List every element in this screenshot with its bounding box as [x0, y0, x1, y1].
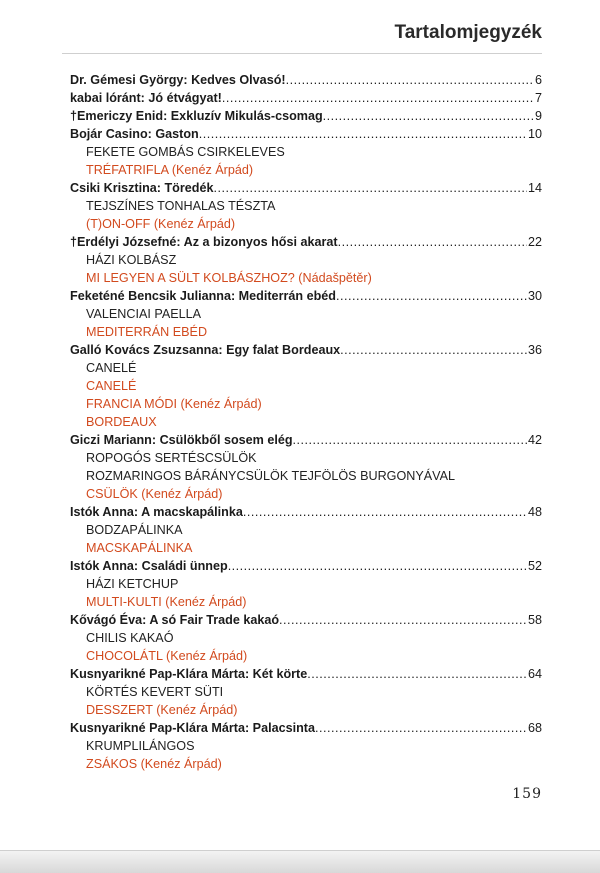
- toc-note-item: FRANCIA MÓDI (Kenéz Árpád): [86, 397, 262, 411]
- toc-recipe-item: CANELÉ: [86, 361, 137, 375]
- toc-dot-leader: [293, 431, 527, 449]
- toc-dot-leader: [286, 71, 534, 89]
- toc-note-item: MI LEGYEN A SÜLT KOLBÁSZHOZ? (Nádašpětěr): [86, 271, 372, 285]
- toc-dot-leader: [213, 179, 527, 197]
- toc-dot-leader: [199, 125, 527, 143]
- toc-dot-leader: [243, 503, 527, 521]
- title-divider: [62, 53, 542, 54]
- toc-entry: [70, 179, 542, 197]
- toc-note-item: MEDITERRÁN EBÉD: [86, 325, 208, 339]
- toc-entry-page: 7: [534, 91, 542, 105]
- toc-entry-title: kabai lóránt: Jó étvágyat!: [70, 91, 222, 105]
- toc-entry-page: 64: [527, 667, 542, 681]
- toc-entry-page: 68: [527, 721, 542, 735]
- toc-note-item: MULTI-KULTI (Kenéz Árpád): [86, 595, 247, 609]
- toc-recipe-item: TEJSZÍNES TONHALAS TÉSZTA: [86, 199, 276, 213]
- toc-dot-leader: [279, 611, 527, 629]
- toc-entry: [70, 341, 542, 359]
- toc-entry-title: Kusnyarikné Pap-Klára Márta: Palacsinta: [70, 721, 315, 735]
- toc-entry-page: 6: [534, 73, 542, 87]
- toc-entry: [70, 431, 542, 449]
- toc-dot-leader: [222, 89, 534, 107]
- toc-recipe-item: KRUMPLILÁNGOS: [86, 739, 195, 753]
- toc-note-item: DESSZERT (Kenéz Árpád): [86, 703, 238, 717]
- toc-dot-leader: [307, 665, 527, 683]
- toc-entry: [70, 71, 542, 89]
- toc-recipe-item: HÁZI KETCHUP: [86, 577, 179, 591]
- toc-entry-title: Csiki Krisztina: Töredék: [70, 181, 214, 195]
- toc-note-item: ZSÁKOS (Kenéz Árpád): [86, 757, 222, 771]
- toc-entry: [70, 287, 542, 305]
- toc-entry-title: Istók Anna: A macskapálinka: [70, 505, 243, 519]
- toc-entry-title: Giczi Mariann: Csülökből sosem elég: [70, 433, 293, 447]
- toc-note-item: BORDEAUX: [86, 415, 157, 429]
- toc-entry-page: 10: [527, 127, 542, 141]
- toc-entry: [70, 233, 542, 251]
- toc-note-item: MACSKAPÁLINKA: [86, 541, 193, 555]
- toc-entry: [70, 611, 542, 629]
- toc-entry-title: †Emericzy Enid: Exkluzív Mikulás-csomag: [70, 109, 323, 123]
- toc-dot-leader: [336, 287, 527, 305]
- toc-entry-page: 22: [527, 235, 542, 249]
- page-number: 159: [512, 786, 542, 802]
- table-of-contents: [70, 71, 542, 773]
- toc-entry-page: 30: [527, 289, 542, 303]
- toc-recipe-item: VALENCIAI PAELLA: [86, 307, 202, 321]
- toc-note-item: (T)ON-OFF (Kenéz Árpád): [86, 217, 236, 231]
- toc-entry: [70, 719, 542, 737]
- toc-entry-title: Bojár Casino: Gaston: [70, 127, 199, 141]
- toc-entry: [70, 503, 542, 521]
- toc-recipe-item: BODZAPÁLINKA: [86, 523, 183, 537]
- toc-recipe-item: KÖRTÉS KEVERT SÜTI: [86, 685, 224, 699]
- toc-entry: [70, 107, 542, 125]
- toc-recipe-item: ROZMARINGOS BÁRÁNYCSÜLÖK TEJFÖLÖS BURGONYÁVAL: [86, 469, 456, 483]
- toc-entry-page: 58: [527, 613, 542, 627]
- page-title: Tartalomjegyzék: [394, 22, 542, 43]
- toc-dot-leader: [340, 341, 527, 359]
- toc-dot-leader: [338, 233, 527, 251]
- toc-entry-title: Galló Kovács Zsuzsanna: Egy falat Bordeaux: [70, 343, 341, 357]
- toc-entry-page: 9: [534, 109, 542, 123]
- toc-dot-leader: [323, 107, 534, 125]
- toc-entry-title: Dr. Gémesi György: Kedves Olvasó!: [70, 73, 286, 87]
- toc-note-item: CANELÉ: [86, 379, 137, 393]
- toc-dot-leader: [315, 719, 527, 737]
- scan-page-edge: [0, 850, 600, 873]
- toc-entry-title: Kővágó Éva: A só Fair Trade kakaó: [70, 613, 280, 627]
- toc-entry-page: 36: [527, 343, 542, 357]
- toc-recipe-item: HÁZI KOLBÁSZ: [86, 253, 177, 267]
- toc-entry: [70, 665, 542, 683]
- toc-entry: [70, 89, 542, 107]
- toc-entry: [70, 125, 542, 143]
- toc-recipe-item: FEKETE GOMBÁS CSIRKELEVES: [86, 145, 285, 159]
- toc-dot-leader: [228, 557, 527, 575]
- toc-note-item: TRÉFATRIFLA (Kenéz Árpád): [86, 163, 254, 177]
- toc-entry-title: Feketéné Bencsik Julianna: Mediterrán ebéd: [70, 289, 336, 303]
- toc-entry: [70, 557, 542, 575]
- toc-entry-title: Kusnyarikné Pap-Klára Márta: Két körte: [70, 667, 308, 681]
- toc-entry-title: Istók Anna: Családi ünnep: [70, 559, 228, 573]
- toc-entry-page: 52: [527, 559, 542, 573]
- toc-entry-title: †Erdélyi Józsefné: Az a bizonyos hősi akarat: [70, 235, 338, 249]
- toc-recipe-item: ROPOGÓS SERTÉSCSÜLÖK: [86, 451, 257, 465]
- toc-note-item: CHOCOLÁTL (Kenéz Árpád): [86, 649, 248, 663]
- toc-entry-page: 14: [527, 181, 542, 195]
- toc-recipe-item: CHILIS KAKAÓ: [86, 631, 174, 645]
- toc-entry-page: 42: [527, 433, 542, 447]
- toc-note-item: CSÜLÖK (Kenéz Árpád): [86, 487, 223, 501]
- toc-entry-page: 48: [527, 505, 542, 519]
